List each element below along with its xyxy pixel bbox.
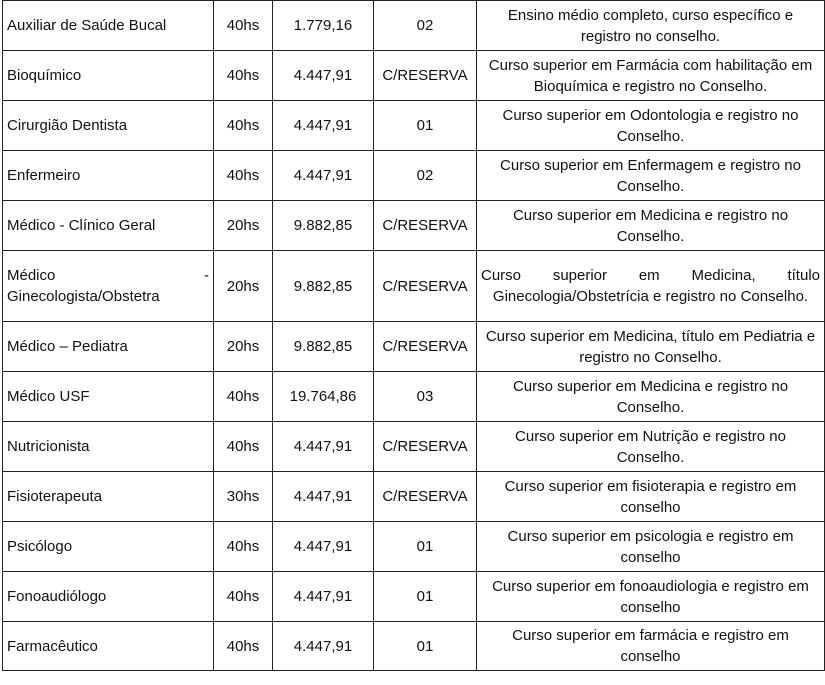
cell-requisito: Curso superior em psicologia e registro em conselho bbox=[477, 522, 825, 572]
cargo-text-part2: Ginecologista/Obstetra bbox=[7, 288, 160, 305]
cell-cargo: Médico – Pediatra bbox=[3, 322, 214, 372]
cell-requisito: Curso superior em Medicina e registro no Conselho. bbox=[477, 201, 825, 251]
table-row bbox=[3, 101, 825, 151]
cell-vencimento: 4.447,91 bbox=[273, 472, 374, 522]
cell-vencimento: 9.882,85 bbox=[273, 322, 374, 372]
cell-vencimento: 4.447,91 bbox=[273, 51, 374, 101]
cell-requisito: Curso superior em fisioterapia e registro em conselho bbox=[477, 472, 825, 522]
cell-requisito: Curso superior em Medicina, título Ginecologia/Obstetrícia e registro no Conselho. bbox=[477, 251, 825, 322]
table-row bbox=[3, 472, 825, 522]
cell-vagas: C/RESERVA bbox=[374, 422, 477, 472]
cell-requisito: Curso superior em Enfermagem e registro no Conselho. bbox=[477, 151, 825, 201]
cell-vagas: 01 bbox=[374, 522, 477, 572]
cell-requisito: Ensino médio completo, curso específico e registro no conselho. bbox=[477, 1, 825, 51]
cell-horas: 40hs bbox=[214, 522, 273, 572]
cell-vagas: 02 bbox=[374, 1, 477, 51]
cargo-text-part1: Médico bbox=[7, 267, 56, 284]
cell-horas: 40hs bbox=[214, 1, 273, 51]
cell-cargo: Médico USF bbox=[3, 372, 214, 422]
cell-requisito: Curso superior em Odontologia e registro no Conselho. bbox=[477, 101, 825, 151]
cell-horas: 20hs bbox=[214, 322, 273, 372]
table-row bbox=[3, 422, 825, 472]
cell-requisito: Curso superior em Nutrição e registro no Conselho. bbox=[477, 422, 825, 472]
cell-requisito: Curso superior em fonoaudiologia e registro em conselho bbox=[477, 572, 825, 622]
cargo-first-line bbox=[7, 265, 209, 286]
cell-cargo: Fonoaudiólogo bbox=[3, 572, 214, 622]
cell-horas: 30hs bbox=[214, 472, 273, 522]
cargo-dash: - bbox=[204, 267, 209, 284]
cell-vencimento: 4.447,91 bbox=[273, 101, 374, 151]
cell-cargo: Cirurgião Dentista bbox=[3, 101, 214, 151]
cell-vagas: C/RESERVA bbox=[374, 51, 477, 101]
cell-vagas: 02 bbox=[374, 151, 477, 201]
cell-horas: 40hs bbox=[214, 372, 273, 422]
cell-cargo: Bioquímico bbox=[3, 51, 214, 101]
cell-vagas: 01 bbox=[374, 101, 477, 151]
table-row bbox=[3, 572, 825, 622]
cell-horas: 40hs bbox=[214, 151, 273, 201]
table-row bbox=[3, 522, 825, 572]
cell-vencimento: 4.447,91 bbox=[273, 151, 374, 201]
cell-vagas: 03 bbox=[374, 372, 477, 422]
cell-vagas: C/RESERVA bbox=[374, 201, 477, 251]
cell-horas: 40hs bbox=[214, 572, 273, 622]
cell-horas: 20hs bbox=[214, 201, 273, 251]
cell-cargo: Psicólogo bbox=[3, 522, 214, 572]
cell-vagas: C/RESERVA bbox=[374, 472, 477, 522]
cell-cargo bbox=[3, 251, 214, 322]
cell-vencimento: 9.882,85 bbox=[273, 251, 374, 322]
cell-cargo: Enfermeiro bbox=[3, 151, 214, 201]
cell-horas: 40hs bbox=[214, 101, 273, 151]
table-row bbox=[3, 201, 825, 251]
cell-requisito: Curso superior em Farmácia com habilitação em Bioquímica e registro no Conselho. bbox=[477, 51, 825, 101]
cell-requisito: Curso superior em Medicina e registro no Conselho. bbox=[477, 372, 825, 422]
cell-cargo: Farmacêutico bbox=[3, 622, 214, 671]
cell-vencimento: 4.447,91 bbox=[273, 522, 374, 572]
cell-vencimento: 4.447,91 bbox=[273, 622, 374, 671]
cell-vencimento: 9.882,85 bbox=[273, 201, 374, 251]
cell-horas: 20hs bbox=[214, 251, 273, 322]
cell-vagas: 01 bbox=[374, 572, 477, 622]
cell-vagas: C/RESERVA bbox=[374, 251, 477, 322]
cell-vagas: 01 bbox=[374, 622, 477, 671]
cell-cargo: Médico - Clínico Geral bbox=[3, 201, 214, 251]
table-row bbox=[3, 251, 825, 322]
cell-vencimento: 4.447,91 bbox=[273, 422, 374, 472]
cell-vencimento: 4.447,91 bbox=[273, 572, 374, 622]
cell-requisito: Curso superior em farmácia e registro em conselho bbox=[477, 622, 825, 671]
cell-requisito: Curso superior em Medicina, título em Pediatria e registro no Conselho. bbox=[477, 322, 825, 372]
table-row bbox=[3, 51, 825, 101]
cell-vencimento: 1.779,16 bbox=[273, 1, 374, 51]
cell-horas: 40hs bbox=[214, 622, 273, 671]
table-row bbox=[3, 151, 825, 201]
cell-cargo: Nutricionista bbox=[3, 422, 214, 472]
cell-cargo: Auxiliar de Saúde Bucal bbox=[3, 1, 214, 51]
cell-vagas: C/RESERVA bbox=[374, 322, 477, 372]
table-row bbox=[3, 372, 825, 422]
cell-horas: 40hs bbox=[214, 51, 273, 101]
table-row bbox=[3, 1, 825, 51]
positions-table bbox=[2, 0, 825, 671]
table-row bbox=[3, 622, 825, 671]
cell-cargo: Fisioterapeuta bbox=[3, 472, 214, 522]
cell-vencimento: 19.764,86 bbox=[273, 372, 374, 422]
table-row bbox=[3, 322, 825, 372]
cell-horas: 40hs bbox=[214, 422, 273, 472]
